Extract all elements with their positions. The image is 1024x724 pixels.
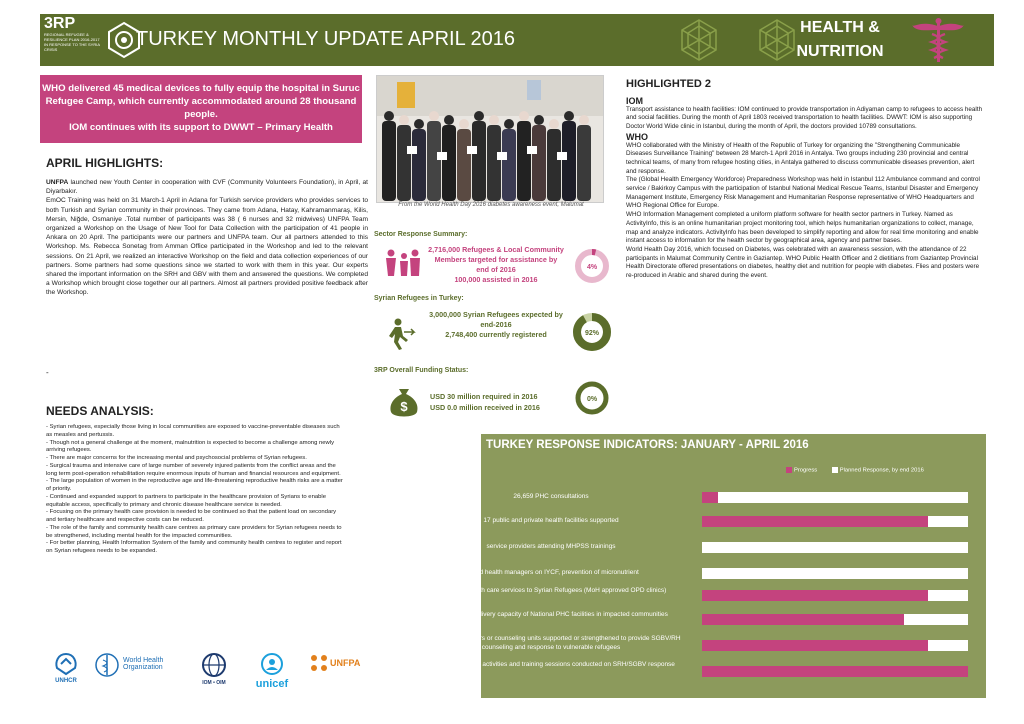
april-highlights-heading: APRIL HIGHLIGHTS: (46, 156, 164, 170)
legend-planned-label: Planned Response, by end 2016 (839, 467, 924, 474)
money-bag-icon (387, 385, 421, 419)
refugees-donut (572, 312, 612, 352)
april-paragraph-1: launched new Youth Center in cooperation with CVF (Community Volunteers Foundation), in April, at Diyarbakır. (46, 179, 368, 196)
header-bar (40, 14, 994, 66)
funding-text (430, 391, 570, 413)
indicator-planned-bar (702, 590, 968, 601)
indicator-planned-bar (702, 640, 968, 651)
photo-person-body (547, 129, 561, 201)
funding-received: USD 0.0 million received in 2016 (430, 403, 540, 412)
photo-person-head (519, 111, 529, 121)
unfpa-logo (308, 652, 366, 676)
indicator-label: 18 community centers or counseling units supported or strengthened to provide SGBV/RH counseling and response to vulnerable refugees (421, 635, 681, 651)
unfpa-logo-text: UNFPA (330, 658, 361, 668)
photo-person-head (444, 115, 454, 125)
photo-person-body (472, 121, 486, 201)
photo-person-head (399, 115, 409, 125)
photo-person-head (414, 119, 424, 129)
photo-person-body (382, 121, 396, 201)
funding-heading: 3RP Overall Funding Status: (374, 367, 469, 374)
refugees-text (428, 310, 564, 340)
iom-emblem-icon (199, 652, 229, 678)
3rp-logo (44, 16, 104, 64)
indicator-label: 17 partner health care services to Syrian Refugees (MoH approved OPD clinics) (435, 587, 667, 594)
needs-item: - The role of the family and community health care centres as primary care providers for Syrian refugees needs to be strengthened, including mental health for the impacted communities. (46, 524, 342, 539)
caduceus-icon (910, 16, 966, 64)
hl2-who-paragraph: The (Global Health Emergency Workforce) Preparedness Workshop was held in Istanbul 112 Ambulance command and control service / Bakirkoy Campus with the participation of Istanbul National Medical Rescue Teams, Istanbul Disaster and Emergency Management Institute, Emergency Risk Management and Humanitarian Response representative of WHO Headquarters and WHO Regional Office for Europe. (626, 176, 980, 210)
needs-analysis-list (46, 424, 346, 556)
group-photo (376, 75, 604, 203)
indicator-label: 17 public and private health facilities supported (483, 517, 619, 524)
indicator-progress-bar (702, 516, 928, 527)
unhcr-emblem-icon (52, 652, 80, 676)
needs-item: - Focusing on the primary health care provision is needed to be continued so that the patient load on secondary and tertiary healthcare and respective costs can be reduced. (46, 509, 337, 523)
hl2-who-paragraph: WHO Information Management completed a uniform platform software for health sector partners in Turkey. Named as ActivityInfo, this is an online humanitarian project monitoring tool, which helps humanitarian organizations to collect, manage, map and analyze indicators. ActivityInfo has been developed to simplify reporting and allow for real time monitoring and enable instant access to information for the health sector by geographical area, agency and partner bases. (626, 211, 979, 245)
photo-person-head (579, 115, 589, 125)
photo-person-head (534, 115, 544, 125)
page-title: TURKEY MONTHLY UPDATE APRIL 2016 (136, 28, 516, 50)
banner-line-2: IOM continues with its support to DWWT – Primary Health (69, 122, 333, 133)
legend-planned-swatch (832, 467, 838, 473)
photo-paper (527, 146, 537, 154)
partner-logos (46, 652, 368, 696)
needs-item: - There are major concerns for the increasing mental and psychosocial problems of Syrian refugees. (46, 455, 307, 461)
needs-item: - Surgical trauma and intensive care of large number of severely injured patients from the conflict areas and the long term post-operation rehabilitation require enormous inputs of human and financial resources and equipment. (46, 462, 341, 477)
who-logo-line1: World Health (123, 657, 164, 664)
photo-paper (407, 146, 417, 154)
indicator-planned-bar (702, 542, 968, 553)
photo-person-body (517, 121, 531, 201)
svg-text:$: $ (400, 399, 408, 414)
funding-required: USD 30 million required in 2016 (430, 392, 538, 401)
photo-person-body (502, 129, 516, 201)
iom-logo-text: IOM • OIM (202, 680, 226, 686)
sector-summary-heading: Sector Response Summary: (374, 231, 468, 238)
photo-person-body (442, 125, 456, 201)
april-trailing-mark: - (46, 368, 49, 377)
sector-targeted: 2,716,000 Refugees & Local Community Members targeted for assistance by end of 2016 (428, 245, 564, 274)
indicators-panel (481, 434, 986, 698)
key-message-banner (40, 75, 362, 143)
photo-person-body (577, 125, 591, 201)
photo-paper (557, 152, 567, 160)
photo-person-head (429, 111, 439, 121)
sector-summary-text (428, 245, 564, 285)
walking-person-icon (386, 318, 416, 350)
hl2-who-paragraph: WHO collaborated with the Ministry of Health of the Republic of Turkey for organizing the "Strengthening Communicable Diseases Surveillance Training" between 28 March-1 April 2016 in Antalya. Two groups including 230 provincial and central technical teams, of many from refugee hosting cities, in Antalya gathered to discuss communicable diseases prevention, alert and response. (626, 141, 975, 175)
indicator-planned-bar (702, 516, 968, 527)
photo-person-body (457, 129, 471, 201)
legend-progress-swatch (786, 467, 792, 473)
photo-person-head (474, 111, 484, 121)
indicator-label: 26,659 PHC consultations (513, 493, 589, 500)
indicator-progress-bar (702, 666, 968, 677)
needs-item: - Continued and expanded support to partners to participate in the healthcare provision of Syrians to enable equitable access, specifically to primary and chronic disease healthcare service is needed. (46, 493, 326, 508)
unfpa-emblem-icon (308, 652, 330, 676)
needs-item: - For better planning, Health Information System of the family and community health centres to register and report on Syrian refugees needs to be expanded. (46, 540, 342, 554)
unicef-logo-text: unicef (255, 678, 289, 690)
banner-line-1: WHO delivered 45 medical devices to fully equip the hospital in Suruc Refugee Camp, which currently accommodated around 28 thousand people. (42, 83, 360, 120)
unicef-emblem-icon (257, 652, 287, 676)
sector-emblem-icon (676, 16, 722, 64)
photo-person-body (427, 121, 441, 201)
photo-paper (437, 152, 447, 160)
indicator-planned-bar (702, 568, 968, 579)
indicators-title: TURKEY RESPONSE INDICATORS: JANUARY - APRIL 2016 (486, 439, 809, 451)
needs-item: - The large population of women in the reproductive age and life-threatening reproductive health risks are a matter of priority. (46, 478, 343, 492)
photo-person-body (412, 129, 426, 201)
who-logo (94, 652, 174, 678)
photo-person-head (459, 119, 469, 129)
iom-logo (192, 652, 236, 686)
needs-analysis-heading: NEEDS ANALYSIS: (46, 404, 154, 418)
april-highlights-text (46, 178, 368, 298)
photo-paper (497, 152, 507, 160)
needs-item: - Though not a general challenge at the moment, malnutrition is expected to become a challenge among newly arriving refugees. (46, 439, 335, 454)
refugees-heading: Syrian Refugees in Turkey: (374, 295, 464, 302)
indicators-legend (786, 467, 924, 474)
refugees-expected: 3,000,000 Syrian Refugees expected by end-2016 (429, 310, 563, 329)
indicator-planned-bar (702, 666, 968, 677)
highlighted-2-text (626, 96, 986, 281)
sector-assisted: 100,000 assisted in 2016 (454, 275, 538, 284)
3rp-logo-text: 3RP (44, 15, 76, 32)
photo-person-head (564, 111, 574, 121)
needs-item: - Syrian refugees, especially those living in local communities are exposed to vaccine-preventable diseases such as measles and pertussis. (46, 424, 340, 438)
photo-person-head (489, 115, 499, 125)
who-emblem-icon (94, 652, 120, 678)
refugees-donut-label: 92% (584, 330, 600, 337)
unicef-logo (242, 652, 302, 690)
indicator-label: 15 increased delivery capacity of National PHC facilities in impacted communities (434, 611, 668, 618)
photo-person-body (562, 121, 576, 201)
photo-caption: From the World Health Day 2016 diabetes awareness event, Malumat (398, 202, 584, 208)
legend-progress-label: Progress (794, 467, 818, 474)
highlighted-2-heading: HIGHLIGHTED 2 (626, 78, 711, 90)
indicator-label: service providers attending MHPSS trainings (486, 543, 616, 550)
sector-donut-label: 4% (586, 264, 598, 271)
hl2-org-who: WHO (626, 131, 648, 142)
photo-person-head (504, 119, 514, 129)
photo-paper (467, 146, 477, 154)
indicator-progress-bar (702, 492, 718, 503)
people-icon (382, 248, 422, 278)
sector-donut (574, 248, 610, 284)
hl2-iom-paragraph: Transport assistance to health facilities: IOM continued to provide transportation in Adiyaman camp to refugees to access health and social facilities. During the month of April 1803 received transportation to health facilities. DWWT: IOM is also supporting Doctor World Wide clinic in Istanbul, during the month of April, the doctors provided 10789 consultations. (626, 105, 983, 131)
sector-title: HEALTH & NUTRITION (796, 19, 884, 60)
photo-person-body (532, 125, 546, 201)
hl2-org-iom: IOM (626, 96, 643, 106)
indicator-planned-bar (702, 492, 968, 503)
photo-person-body (397, 125, 411, 201)
indicator-progress-bar (702, 640, 928, 651)
funding-donut-label: 0% (586, 396, 598, 403)
photo-person-head (384, 111, 394, 121)
refugees-registered: 2,748,400 currently registered (445, 330, 547, 339)
hl2-who-paragraph: World Health Day 2016, which focused on Diabetes, was celebrated with an awareness session, with the attendance of 22 participants in Malumat Community Centre in Gaziantep. WHO Public Health Officer and 2 dietitians from Gaziantep Provincial Health Directorate offered presentations on diabetes, healthy diet and nutrition for people with diabetes. Flies and posters were re-produced in Arabic and shared during the event. (626, 245, 980, 280)
unhcr-logo (48, 652, 84, 684)
indicator-label: 7 capacity building activities and training sessions conducted on SRH/SGBV response (427, 661, 675, 668)
unhcr-logo-text: UNHCR (55, 678, 77, 684)
indicator-progress-bar (702, 590, 928, 601)
photo-person-head (549, 119, 559, 129)
indicator-label: trained health managers on IYCF, prevention of micronutrient (463, 569, 639, 576)
who-logo-line2: Organization (123, 664, 163, 671)
indicator-progress-bar (702, 614, 904, 625)
april-org-unfpa: UNFPA (46, 179, 69, 186)
photo-person-body (487, 125, 501, 201)
april-paragraph-2: EmOC Training was held on 31 March-1 April in Adana for Turkish service providers who provides services to both Turkish and Syrian community in their provinces. They came from Adana, Hatay, Kahramanmaraş, Kilis, Mersin, Niğde, Osmaniye .Total number of participants was 38 ( 6 nurses and 32 midwives) UNFPA Team organized a Workshop on the Usage of New Tool for Data Collection with the participation of 41 people in Ankara on 20 April. The participants were our partners and UNFPA team. Our all partners attended to this Workshop. Ms. Rebecca Sonetag from Amman Office participated in the Workshop and led to the relevant sessions. On 21 April, we realized an interactive Workshop on the field and data collection experiences of our partners. Some partners had some questions since we started to work with them in this year. Our experts shared the important information on the SRH and GBV with them and answered the questions. We completed a Workshop which brought close together our all partners. Almost all partners provided positive feedback after the Workshop. (46, 197, 368, 297)
indicator-planned-bar (702, 614, 968, 625)
funding-donut (574, 380, 610, 416)
3rp-logo-subtitle: REGIONAL REFUGEE & RESILIENCE PLAN 2016-2017 IN RESPONSE TO THE SYRIA CRISIS (44, 32, 100, 52)
